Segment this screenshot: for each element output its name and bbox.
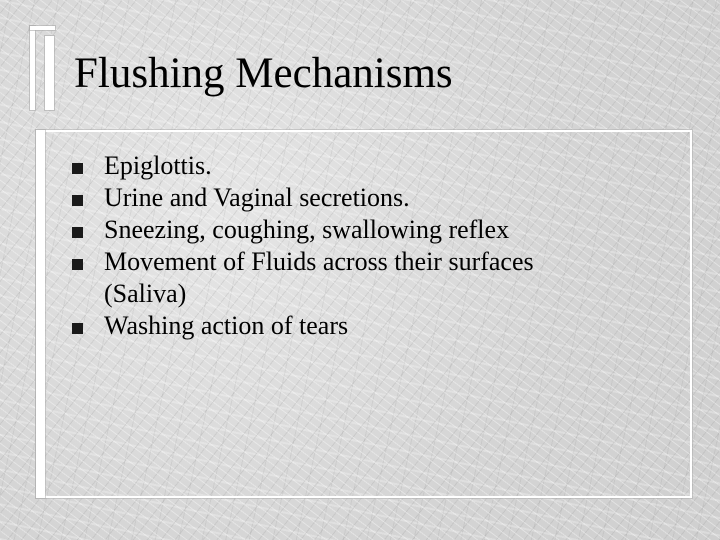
bullet-item <box>72 150 534 182</box>
slide-title: Flushing Mechanisms <box>74 50 453 97</box>
bullet-item <box>72 310 534 342</box>
bullet-text: Urine and Vaginal secretions. <box>104 183 410 212</box>
square-bullet-icon <box>72 259 83 270</box>
bullet-text: Movement of Fluids across their surfaces <box>104 247 534 276</box>
square-bullet-icon <box>72 227 83 238</box>
bullet-text: Washing action of tears <box>104 311 349 340</box>
bullet-item <box>72 182 534 214</box>
title-frame-top <box>30 26 55 30</box>
square-bullet-icon <box>72 163 83 174</box>
square-bullet-icon <box>72 323 83 334</box>
bullet-text-continuation: (Saliva) <box>104 279 187 308</box>
bullet-list <box>72 150 534 342</box>
bullet-text: Epiglottis. <box>104 151 212 180</box>
bullet-text: Sneezing, coughing, swallowing reflex <box>104 215 510 244</box>
bullet-item <box>72 246 534 310</box>
content-frame-left-bar <box>36 130 45 498</box>
title-frame-bar <box>30 26 35 110</box>
title-frame-inner-bar <box>45 36 54 110</box>
square-bullet-icon <box>72 195 83 206</box>
bullet-item <box>72 214 534 246</box>
